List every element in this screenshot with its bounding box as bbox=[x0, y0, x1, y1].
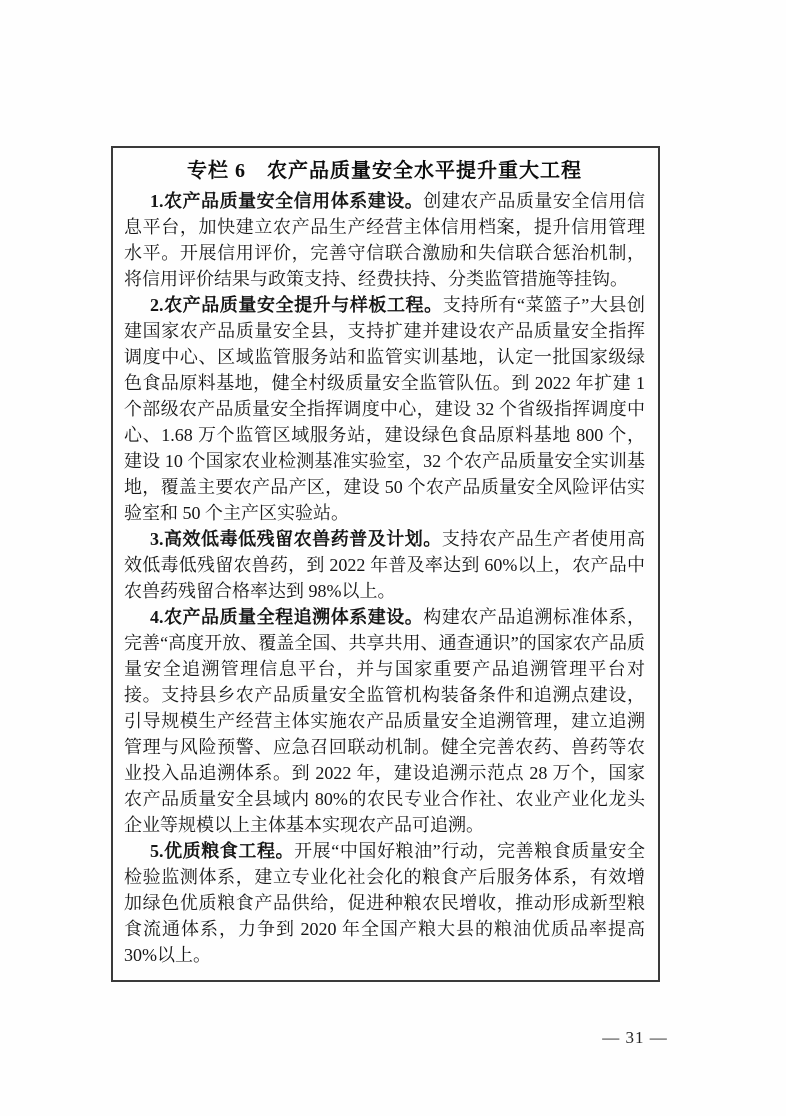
paragraph-2-text: 支持所有“菜篮子”大县创建国家农产品质量安全县，支持扩建并建设农产品质量安全指挥调度中心、区域监管服务站和监管实训基地，认定一批国家级绿色食品原料基地，健全村级质量安全监管队伍。到 2022 年扩建 1 个部级农产品质量安全指挥调度中心，建设 32 个省级指挥调度中心、1.68 万个监管区域服务站，建设绿色食品原料基地 800 个，建设 10 个国家农业检测基准实验室，32 个农产品质量安全实训基地，覆盖主要农产品产区，建设 50 个农产品质量安全风险评估实验室和 50 个主产区实验站。 bbox=[124, 295, 646, 523]
paragraph-3-lead: 3.高效低毒低残留农兽药普及计划。 bbox=[150, 529, 442, 549]
paragraph-5 bbox=[124, 838, 645, 968]
column-title: 专栏 6 农产品质量安全水平提升重大工程 bbox=[187, 160, 582, 182]
paragraph-1 bbox=[124, 188, 645, 292]
paragraph-4-lead: 4.农产品质量全程追溯体系建设。 bbox=[150, 607, 424, 627]
paragraph-1-lead: 1.农产品质量安全信用体系建设。 bbox=[150, 191, 424, 211]
column-6-box bbox=[111, 146, 660, 982]
paragraph-3-text: 支持农产品生产者使用高效低毒低残留农兽药，到 2022 年普及率达到 60%以上，农产品中农兽药残留合格率达到 98%以上。 bbox=[124, 529, 646, 601]
paragraph-4 bbox=[124, 604, 645, 838]
page-number: — 31 — bbox=[602, 1028, 668, 1047]
paragraph-2 bbox=[124, 292, 645, 526]
paragraph-1-text: 创建农产品质量安全信用信息平台，加快建立农产品生产经营主体信用档案，提升信用管理水平。开展信用评价，完善守信联合激励和失信联合惩治机制，将信用评价结果与政策支持、经费扶持、分类监管措施等挂钩。 bbox=[124, 191, 646, 289]
paragraph-2-lead: 2.农产品质量安全提升与样板工程。 bbox=[150, 295, 443, 315]
paragraph-4-text: 构建农产品追溯标准体系，完善“高度开放、覆盖全国、共享共用、通查通识”的国家农产品质量安全追溯管理信息平台，并与国家重要产品追溯管理平台对接。支持县乡农产品质量安全监管机构装备条件和追溯点建设，引导规模生产经营主体实施农产品质量安全追溯管理，建立追溯管理与风险预警、应急召回联动机制。健全完善农药、兽药等农业投入品追溯体系。到 2022 年，建设追溯示范点 28 万个，国家农产品质量安全县域内 80%的农民专业合作社、农业产业化龙头企业等规模以上主体基本实现农产品可追溯。 bbox=[124, 607, 646, 835]
paragraph-5-lead: 5.优质粮食工程。 bbox=[150, 841, 295, 861]
paragraph-3 bbox=[124, 526, 645, 604]
paragraph-5-text: 开展“中国好粮油”行动，完善粮食质量安全检验监测体系，建立专业化社会化的粮食产后服务体系，有效增加绿色优质粮食产品供给，促进种粮农民增收，推动形成新型粮食流通体系，力争到 2020 年全国产粮大县的粮油优质品率提高 30%以上。 bbox=[124, 841, 646, 965]
